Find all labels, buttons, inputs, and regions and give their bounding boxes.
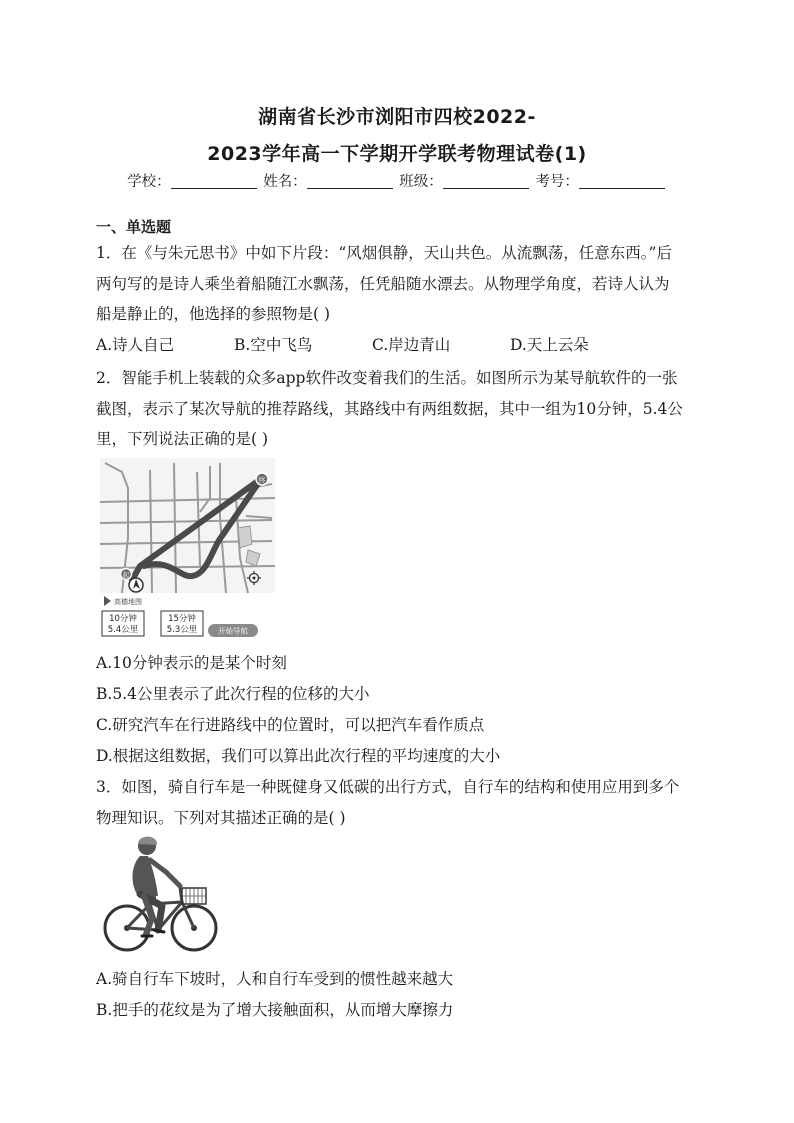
- class-label: 班级：: [399, 174, 443, 190]
- exam-number-blank[interactable]: [579, 174, 665, 189]
- exam-title-line1: 湖南省长沙市浏阳市四校2022-: [258, 106, 536, 128]
- q2-text-line1: 2．智能手机上装载的众多app软件改变着我们的生活。如图所示为某导航软件的一张: [96, 369, 678, 387]
- q1-text-line3: 船是静止的，他选择的参照物是( ): [96, 305, 331, 323]
- cyclist-svg: [100, 830, 222, 958]
- q2-option-d: D.根据这组数据，我们可以算出此次行程的平均速度的大小: [96, 747, 501, 765]
- route-option-1-time: 10分钟: [109, 614, 137, 624]
- map-brand-logo: [104, 596, 142, 606]
- car-locator-icon: [129, 578, 143, 592]
- route-option-2-time: 15分钟: [168, 614, 196, 624]
- q1-option-b: B.空中飞鸟: [234, 336, 313, 354]
- q2-option-a: A.10分钟表示的是某个时刻: [96, 654, 287, 672]
- school-label: 学校：: [127, 174, 171, 190]
- q1-text-line1: 1．在《与朱元思书》中如下片段：“风烟俱静，天山共色。从流飘荡，任意东西。”后: [96, 244, 672, 262]
- navigation-map-figure: [100, 458, 275, 638]
- q3-option-b: B.把手的花纹是为了增大接触面积，从而增大摩擦力: [96, 1001, 454, 1019]
- q1-option-d: D.天上云朵: [510, 336, 589, 354]
- q1-options: [96, 333, 716, 353]
- q3-text-line2: 物理知识。下列对其描述正确的是( ): [96, 809, 346, 827]
- section-heading: 一、单选题: [96, 218, 172, 236]
- q3-option-a: A.骑自行车下坡时，人和自行车受到的惯性越来越大: [96, 970, 454, 988]
- school-blank[interactable]: [171, 174, 257, 189]
- start-marker-label: 起: [122, 571, 130, 579]
- q2-option-b: B.5.4公里表示了此次行程的位移的大小: [96, 685, 370, 703]
- start-navigation-label: 开始导航: [218, 626, 248, 636]
- map-brand-text: 高德地图: [114, 598, 142, 606]
- name-blank[interactable]: [307, 174, 393, 189]
- exam-number-label: 考号：: [535, 174, 579, 190]
- route-option-2-distance: 5.3公里: [166, 625, 198, 635]
- q2-text-line2: 截图，表示了某次导航的推荐路线，其路线中有两组数据，其中一组为10分钟，5.4公: [96, 400, 683, 418]
- exam-title-line2: 2023学年高一下学期开学联考物理试卷(1): [207, 143, 587, 165]
- student-info-row: [0, 170, 794, 191]
- q1-option-a: A.诗人自己: [96, 336, 175, 354]
- q3-text-line1: 3．如图，骑自行车是一种既健身又低碳的出行方式，自行车的结构和使用应用到多个: [96, 778, 680, 796]
- destination-marker-label: 终: [258, 476, 266, 485]
- q2-option-c: C.研究汽车在行进路线中的位置时，可以把汽车看作质点: [96, 716, 485, 734]
- name-label: 姓名：: [263, 174, 307, 190]
- route-option-1-distance: 5.4公里: [107, 625, 139, 635]
- map-svg: [100, 458, 275, 638]
- cyclist-figure: [100, 830, 222, 958]
- q2-text-line3: 里，下列说法正确的是( ): [96, 430, 269, 448]
- q1-text-line2: 两句写的是诗人乘坐着船随江水飘荡，任凭船随水漂去。从物理学角度，若诗人认为: [96, 275, 670, 293]
- class-blank[interactable]: [443, 174, 529, 189]
- q1-option-c: C.岸边青山: [372, 336, 451, 354]
